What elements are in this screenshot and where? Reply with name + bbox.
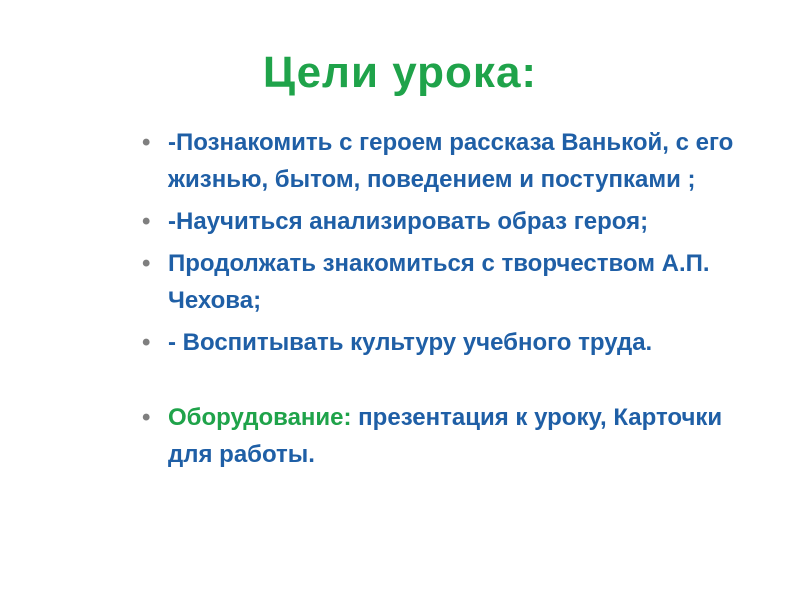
equipment-text: презентация к уроку, Карточки для работы. [168,404,723,468]
bullet-marker: • [142,208,151,235]
goal-text: Продолжать знакомиться с творчеством А.П. Чехова; [168,250,710,314]
bullet-marker: • [142,129,151,156]
bullet-marker: • [142,250,151,277]
goal-item [140,245,740,319]
goal-text: - Воспитывать культуру учебного труда. [168,329,653,356]
goal-item [140,203,740,240]
goal-text: -Познакомить с героем рассказа Ванькой, с его жизнью, бытом, поведением и поступками ; [168,129,734,193]
bullet-marker: • [142,404,151,431]
goal-item [140,124,740,198]
goals-list [140,124,740,478]
slide-title: Цели урока: [262,48,538,97]
goal-text: -Научиться анализировать образ героя; [168,208,649,235]
goal-item [140,324,740,361]
equipment-label: Оборудование: [168,404,352,431]
equipment-item [140,399,740,473]
bullet-marker: • [142,329,151,356]
